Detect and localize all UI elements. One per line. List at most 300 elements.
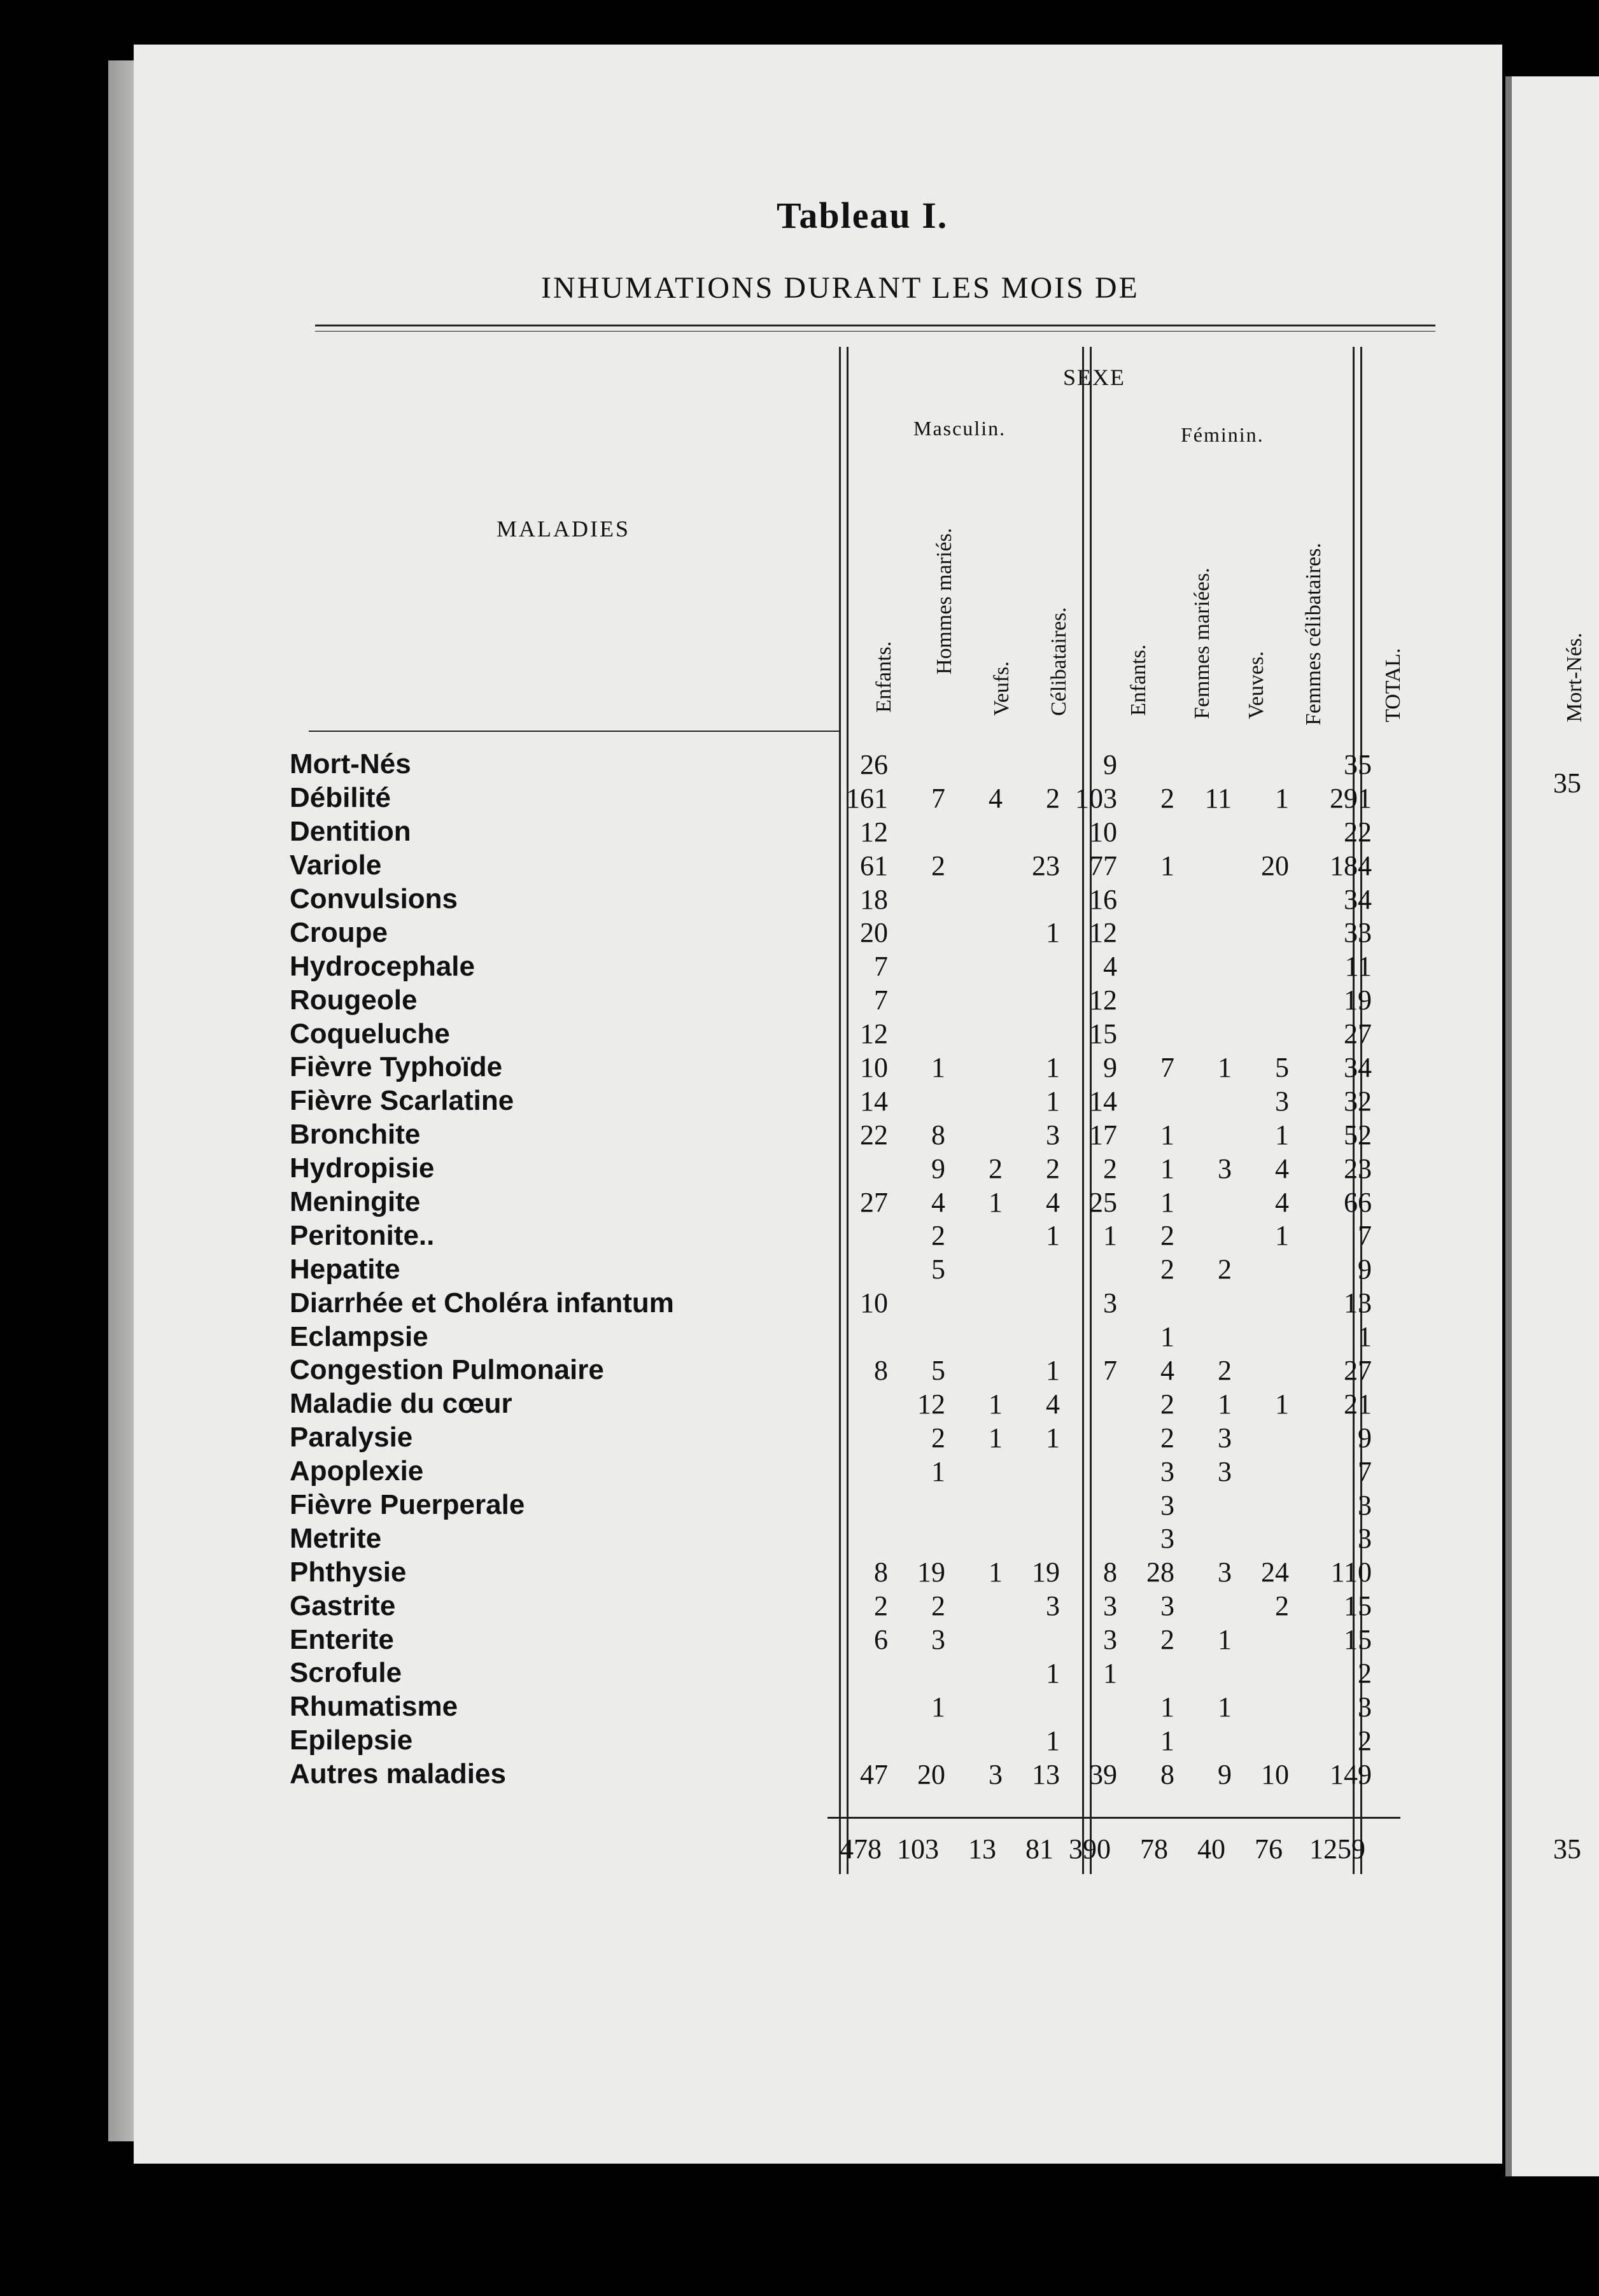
totals-rule <box>828 1817 1400 1819</box>
cell-value <box>888 1084 945 1118</box>
cell-value: 39 <box>1089 1758 1117 1790</box>
disease-name: Dentition <box>290 816 411 848</box>
cell-value: 8 <box>874 1354 888 1386</box>
cell-value: 7 <box>874 984 888 1016</box>
cell-value <box>1117 1017 1174 1051</box>
cell-value: 19 <box>1032 1557 1060 1588</box>
col-header-veufs: Veufs. <box>990 661 1013 716</box>
table-row <box>290 1051 1372 1084</box>
column-total: 40 <box>1197 1833 1225 1865</box>
cell-value <box>1060 1252 1117 1286</box>
disease-name: Scrofule <box>290 1657 402 1689</box>
cell-value: 9 <box>931 1152 945 1184</box>
cell-value <box>1174 1017 1232 1051</box>
table-row <box>290 1455 1372 1488</box>
cell-value: 1 <box>931 1455 945 1487</box>
row-total: 2 <box>1358 1725 1372 1756</box>
side-first-value: 35 <box>1553 767 1581 799</box>
cell-value <box>1232 916 1289 949</box>
disease-name: Metrite <box>290 1522 382 1554</box>
cell-value <box>888 1017 945 1051</box>
cell-value: 1 <box>1046 1085 1060 1117</box>
cell-value: 17 <box>1089 1119 1117 1151</box>
cell-value <box>945 1589 1003 1623</box>
cell-value: 1 <box>1275 1220 1289 1252</box>
cell-value <box>945 883 1003 916</box>
cell-value: 1 <box>1103 1220 1117 1252</box>
cell-value: 11 <box>1204 782 1232 814</box>
cell-value <box>888 949 945 983</box>
cell-value <box>1232 949 1289 983</box>
disease-name: Meningite <box>290 1186 421 1218</box>
row-total: 34 <box>1344 883 1372 915</box>
cell-value: 1 <box>1160 1152 1174 1184</box>
disease-name: Autres maladies <box>290 1758 506 1790</box>
cell-value: 7 <box>1160 1051 1174 1083</box>
cell-value <box>831 1455 888 1488</box>
cell-value: 1 <box>1160 1725 1174 1756</box>
cell-value: 161 <box>846 782 888 814</box>
cell-value <box>1060 1690 1117 1724</box>
cell-value <box>1003 1252 1060 1286</box>
cell-value: 4 <box>1275 1152 1289 1184</box>
cell-value: 2 <box>1275 1590 1289 1622</box>
cell-value: 2 <box>989 1152 1003 1184</box>
cell-value <box>831 1421 888 1455</box>
table-row <box>290 781 1372 815</box>
cell-value: 3 <box>1103 1287 1117 1319</box>
cell-value: 2 <box>1160 1254 1174 1285</box>
cell-value: 4 <box>1275 1186 1289 1218</box>
cell-value: 5 <box>1275 1051 1289 1083</box>
cell-value: 26 <box>860 748 888 780</box>
row-total: 2 <box>1358 1657 1372 1689</box>
cell-value <box>888 916 945 949</box>
cell-value <box>831 1724 888 1758</box>
cell-value: 4 <box>1160 1354 1174 1386</box>
cell-value: 19 <box>917 1557 945 1588</box>
cell-value <box>831 1522 888 1555</box>
cell-value: 1 <box>1218 1624 1232 1656</box>
cell-value <box>1117 949 1174 983</box>
disease-name: Phthysie <box>290 1556 407 1588</box>
cell-value: 23 <box>1032 850 1060 881</box>
col-header-femmes-celibataires: Femmes célibataires. <box>1302 542 1325 725</box>
cell-value: 3 <box>1218 1422 1232 1453</box>
cell-value: 12 <box>917 1388 945 1420</box>
cell-value <box>1003 1320 1060 1354</box>
table-row <box>290 1623 1372 1656</box>
cell-value <box>831 1656 888 1690</box>
cell-value <box>1232 1455 1289 1488</box>
cell-value: 3 <box>1160 1489 1174 1521</box>
table-row <box>290 815 1372 849</box>
cell-value: 4 <box>931 1186 945 1218</box>
cell-value <box>1060 1387 1117 1421</box>
cell-value: 3 <box>1103 1624 1117 1656</box>
cell-value: 3 <box>989 1758 1003 1790</box>
disease-name: Variole <box>290 850 382 881</box>
cell-value: 12 <box>860 1018 888 1050</box>
cell-value <box>1174 883 1232 916</box>
cell-value <box>945 1320 1003 1354</box>
cell-value <box>1003 815 1060 849</box>
cell-value: 2 <box>931 1422 945 1453</box>
cell-value: 2 <box>1046 1152 1060 1184</box>
cell-value <box>1174 1488 1232 1522</box>
cell-value: 4 <box>989 782 1003 814</box>
cell-value <box>945 1656 1003 1690</box>
row-total: 149 <box>1330 1758 1372 1790</box>
cell-value <box>1232 815 1289 849</box>
row-total: 34 <box>1344 1051 1372 1083</box>
cell-value: 16 <box>1089 883 1117 915</box>
cell-value: 3 <box>1218 1455 1232 1487</box>
cell-value: 9 <box>1103 748 1117 780</box>
cell-value <box>945 1488 1003 1522</box>
cell-value <box>1232 1690 1289 1724</box>
row-total: 33 <box>1344 917 1372 949</box>
cell-value: 4 <box>1103 951 1117 983</box>
row-total: 66 <box>1344 1186 1372 1218</box>
cell-value: 18 <box>860 883 888 915</box>
cell-value <box>1232 1320 1289 1354</box>
cell-value <box>1060 1488 1117 1522</box>
cell-value <box>945 1219 1003 1252</box>
cell-value: 3 <box>1218 1152 1232 1184</box>
maladies-rule <box>309 731 840 732</box>
table-row <box>290 1758 1372 1791</box>
cell-value: 14 <box>860 1085 888 1117</box>
disease-name: Fièvre Puerperale <box>290 1489 525 1521</box>
cell-value <box>1003 1488 1060 1522</box>
cell-value: 1 <box>989 1557 1003 1588</box>
cell-value: 1 <box>1046 1354 1060 1386</box>
row-total: 13 <box>1344 1287 1372 1319</box>
cell-value: 1 <box>1160 1321 1174 1353</box>
cell-value: 2 <box>1160 1388 1174 1420</box>
cell-value <box>1117 1084 1174 1118</box>
cell-value <box>945 1252 1003 1286</box>
cell-value: 2 <box>1160 1220 1174 1252</box>
disease-name: Hepatite <box>290 1253 400 1285</box>
cell-value <box>1174 916 1232 949</box>
cell-value: 1 <box>1275 782 1289 814</box>
cell-value: 103 <box>1075 782 1117 814</box>
table-row <box>290 1421 1372 1455</box>
cell-value: 3 <box>1103 1590 1117 1622</box>
row-total: 3 <box>1358 1691 1372 1723</box>
disease-name: Fièvre Typhoïde <box>290 1051 503 1083</box>
row-total: 9 <box>1358 1422 1372 1453</box>
cell-value <box>945 1522 1003 1555</box>
row-total: 27 <box>1344 1354 1372 1386</box>
cell-value <box>1060 1522 1117 1555</box>
cell-value <box>945 1051 1003 1084</box>
table-row <box>290 1286 1372 1320</box>
disease-name: Paralysie <box>290 1422 413 1453</box>
table-subtitle: INHUMATIONS DURANT LES MOIS DE <box>541 271 1139 305</box>
cell-value <box>945 1724 1003 1758</box>
row-total: 3 <box>1358 1523 1372 1555</box>
cell-value <box>1003 1286 1060 1320</box>
cell-value <box>831 1387 888 1421</box>
cell-value: 3 <box>931 1624 945 1656</box>
cell-value <box>945 1690 1003 1724</box>
cell-value: 7 <box>931 782 945 814</box>
table-row <box>290 983 1372 1017</box>
cell-value: 2 <box>1103 1152 1117 1184</box>
col-header-enfants-f: Enfants. <box>1127 644 1150 716</box>
table-row <box>290 1118 1372 1152</box>
cell-value <box>1232 1522 1289 1555</box>
cell-value: 1 <box>1046 1051 1060 1083</box>
cell-value: 1 <box>1160 1119 1174 1151</box>
cell-value: 1 <box>1046 1220 1060 1252</box>
row-total: 21 <box>1344 1388 1372 1420</box>
cell-value: 3 <box>1275 1085 1289 1117</box>
cell-value: 3 <box>1160 1455 1174 1487</box>
cell-value <box>1232 1724 1289 1758</box>
cell-value <box>1117 1286 1174 1320</box>
cell-value <box>1003 1690 1060 1724</box>
cell-value <box>888 748 945 781</box>
side-total-value: 35 <box>1553 1833 1581 1865</box>
row-total: 291 <box>1330 782 1372 814</box>
cell-value <box>945 983 1003 1017</box>
cell-value <box>945 1084 1003 1118</box>
table-row <box>290 1387 1372 1421</box>
cell-value: 1 <box>1103 1657 1117 1689</box>
cell-value: 12 <box>1089 917 1117 949</box>
cell-value <box>1117 1656 1174 1690</box>
cell-value <box>1174 1656 1232 1690</box>
disease-name: Congestion Pulmonaire <box>290 1354 604 1386</box>
cell-value <box>945 1017 1003 1051</box>
cell-value: 4 <box>1046 1186 1060 1218</box>
cell-value: 8 <box>874 1557 888 1588</box>
cell-value <box>888 1522 945 1555</box>
table-title: Tableau I. <box>777 195 948 236</box>
header-masculin: Masculin. <box>913 417 1006 440</box>
cell-value <box>1003 883 1060 916</box>
cell-value: 2 <box>1160 782 1174 814</box>
adjacent-page <box>1505 76 1599 2176</box>
cell-value <box>1003 1017 1060 1051</box>
disease-name: Diarrhée et Choléra infantum <box>290 1287 674 1319</box>
mortality-table <box>290 748 1372 1791</box>
cell-value: 1 <box>1218 1388 1232 1420</box>
disease-name: Epilepsie <box>290 1725 413 1756</box>
cell-value: 1 <box>1046 1422 1060 1453</box>
disease-name: Peritonite.. <box>290 1219 435 1251</box>
row-total: 23 <box>1344 1152 1372 1184</box>
cell-value <box>1174 949 1232 983</box>
cell-value: 20 <box>917 1758 945 1790</box>
cell-value <box>1117 983 1174 1017</box>
cell-value: 28 <box>1146 1557 1174 1588</box>
table-row <box>290 1017 1372 1051</box>
disease-name: Rhumatisme <box>290 1691 458 1723</box>
cell-value <box>831 1320 888 1354</box>
table-row <box>290 1488 1372 1522</box>
cell-value: 1 <box>931 1051 945 1083</box>
column-total: 390 <box>1069 1833 1111 1865</box>
table-row <box>290 1152 1372 1186</box>
cell-value: 3 <box>1046 1590 1060 1622</box>
cell-value: 5 <box>931 1354 945 1386</box>
table-row <box>290 1252 1372 1286</box>
cell-value: 8 <box>1103 1557 1117 1588</box>
cell-value: 4 <box>1046 1388 1060 1420</box>
header-rule <box>315 325 1435 326</box>
cell-value <box>1003 983 1060 1017</box>
cell-value: 8 <box>1160 1758 1174 1790</box>
row-total: 184 <box>1330 850 1372 881</box>
cell-value: 27 <box>860 1186 888 1218</box>
cell-value <box>888 1286 945 1320</box>
table-row <box>290 1690 1372 1724</box>
cell-value: 2 <box>1160 1422 1174 1453</box>
cell-value <box>1232 1017 1289 1051</box>
disease-name: Coqueluche <box>290 1018 450 1049</box>
disease-name: Croupe <box>290 916 388 948</box>
table-row <box>290 883 1372 916</box>
column-total: 103 <box>897 1833 939 1865</box>
cell-value <box>1060 1724 1117 1758</box>
disease-name: Eclampsie <box>290 1320 428 1352</box>
cell-value: 1 <box>1275 1119 1289 1151</box>
cell-value: 3 <box>1046 1119 1060 1151</box>
cell-value <box>1174 1589 1232 1623</box>
cell-value: 1 <box>1160 850 1174 881</box>
cell-value <box>1232 883 1289 916</box>
cell-value: 61 <box>860 850 888 881</box>
cell-value <box>1174 1118 1232 1152</box>
row-total: 22 <box>1344 816 1372 848</box>
disease-name: Rougeole <box>290 984 418 1016</box>
cell-value: 22 <box>860 1119 888 1151</box>
cell-value: 2 <box>874 1590 888 1622</box>
column-total: 1259 <box>1309 1833 1365 1865</box>
cell-value: 10 <box>860 1287 888 1319</box>
cell-value: 7 <box>1103 1354 1117 1386</box>
cell-value: 1 <box>1218 1051 1232 1083</box>
cell-value <box>1232 983 1289 1017</box>
header-rule-thin <box>315 331 1435 332</box>
disease-name: Enterite <box>290 1623 394 1655</box>
column-total: 76 <box>1255 1833 1283 1865</box>
cell-value <box>1060 1455 1117 1488</box>
cell-value <box>888 883 945 916</box>
cell-value <box>831 1219 888 1252</box>
cell-value: 9 <box>1218 1758 1232 1790</box>
cell-value <box>888 1724 945 1758</box>
row-total: 27 <box>1344 1018 1372 1050</box>
cell-value <box>1174 1219 1232 1252</box>
table-row <box>290 1589 1372 1623</box>
disease-name: Hydropisie <box>290 1152 435 1184</box>
cell-value <box>1003 1623 1060 1656</box>
cell-value: 2 <box>1160 1624 1174 1656</box>
cell-value <box>1174 1084 1232 1118</box>
column-total: 81 <box>1025 1833 1053 1865</box>
table-row <box>290 1656 1372 1690</box>
disease-name: Hydrocephale <box>290 950 475 982</box>
cell-value <box>1232 1354 1289 1387</box>
row-total: 9 <box>1358 1254 1372 1285</box>
cell-value <box>1117 883 1174 916</box>
cell-value <box>945 916 1003 949</box>
row-total: 32 <box>1344 1085 1372 1117</box>
cell-value <box>1174 815 1232 849</box>
cell-value <box>1232 1252 1289 1286</box>
cell-value <box>945 949 1003 983</box>
table-row <box>290 949 1372 983</box>
table-row <box>290 1320 1372 1354</box>
cell-value <box>1174 1522 1232 1555</box>
cell-value: 12 <box>1089 984 1117 1016</box>
row-total: 110 <box>1330 1557 1372 1588</box>
cell-value: 2 <box>1046 782 1060 814</box>
row-total: 15 <box>1344 1624 1372 1656</box>
cell-value <box>1117 815 1174 849</box>
cell-value: 13 <box>1032 1758 1060 1790</box>
cell-value: 15 <box>1089 1018 1117 1050</box>
cell-value <box>1060 1320 1117 1354</box>
cell-value: 2 <box>1218 1354 1232 1386</box>
cell-value: 1 <box>1046 917 1060 949</box>
cell-value <box>945 1623 1003 1656</box>
cell-value: 20 <box>860 917 888 949</box>
row-total: 7 <box>1358 1455 1372 1487</box>
header-feminin: Féminin. <box>1181 423 1264 446</box>
cell-value <box>1232 1623 1289 1656</box>
disease-name: Mort-Nés <box>290 748 411 780</box>
cell-value <box>1174 1724 1232 1758</box>
cell-value <box>1174 748 1232 781</box>
row-total: 52 <box>1344 1119 1372 1151</box>
cell-value: 1 <box>1046 1657 1060 1689</box>
cell-value: 3 <box>1160 1523 1174 1555</box>
col-header-total: TOTAL. <box>1381 648 1405 722</box>
cell-value <box>945 849 1003 883</box>
cell-value: 3 <box>1160 1590 1174 1622</box>
row-total: 15 <box>1344 1590 1372 1622</box>
cell-value: 2 <box>1218 1254 1232 1285</box>
cell-value: 7 <box>874 951 888 983</box>
cell-value <box>1232 1286 1289 1320</box>
table-row <box>290 1354 1372 1387</box>
col-header-celibataires: Célibataires. <box>1047 607 1071 716</box>
table-row <box>290 1186 1372 1219</box>
cell-value <box>888 1320 945 1354</box>
cell-value <box>1117 748 1174 781</box>
cell-value <box>888 815 945 849</box>
cell-value: 2 <box>931 1590 945 1622</box>
cell-value: 25 <box>1089 1186 1117 1218</box>
cell-value <box>1003 1455 1060 1488</box>
cell-value <box>1232 1656 1289 1690</box>
cell-value <box>1060 1421 1117 1455</box>
cell-value: 47 <box>860 1758 888 1790</box>
cell-value: 10 <box>1089 816 1117 848</box>
cell-value: 10 <box>860 1051 888 1083</box>
row-total: 11 <box>1344 951 1372 983</box>
cell-value: 77 <box>1089 850 1117 881</box>
cell-value <box>945 1354 1003 1387</box>
cell-value <box>945 815 1003 849</box>
